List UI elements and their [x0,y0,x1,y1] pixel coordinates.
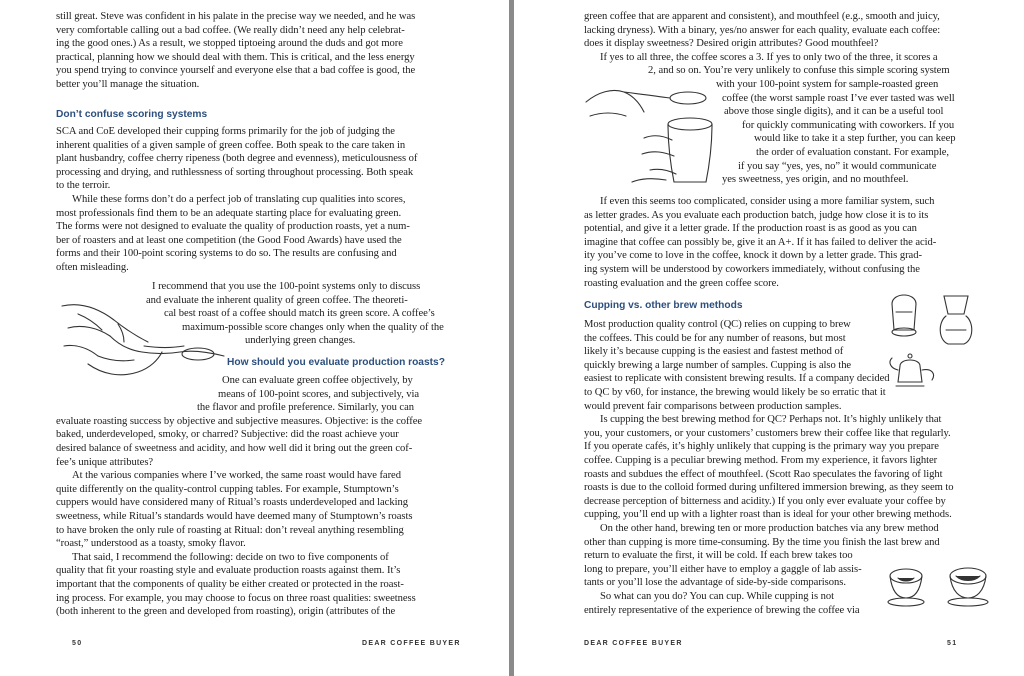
text-line: If you operate cafés, it’s highly unlikely that cupping is the primary way you prepare [584,441,939,453]
text-line: important that the components of quality be either created or protected in the roast- [56,579,404,590]
text-line: ity you’ve come to love in the coffee, knock it down by a letter grade. This grad- [584,250,922,262]
running-head-left: DEAR COFFEE BUYER [362,640,461,647]
text-line: likely it’s because cupping is the easiest and fastest method of [584,346,844,358]
text-line: cal best roast of a coffee should match its green score. A coffee’s [164,308,435,320]
text-line: baked, underdeveloped, smoky, or charred? Subjective: did the roast achieve your [56,429,399,441]
text-line: underlying green changes. [245,335,356,347]
text-line: with your 100-point system for sample-roasted green [716,79,939,90]
text-line: decrease perception of bitterness and acidity.) If you only ever evaluate your coffee by [584,495,946,507]
brewers-illustration [886,286,986,398]
text-line: the order of evaluation constant. For example, [756,147,950,158]
text-line: practical, planning how we should deal with them. This is critical, and the less energy [56,51,415,63]
text-line: I recommend that you use the 100-point systems only to discuss [152,281,421,292]
text-line: The forms were not designed to evaluate the quality of production roasts, yet a num- [56,221,410,233]
text-line: quickly brewing a large number of samples. Cupping is also the [584,359,852,371]
text-line: the flavor and profile preference. Similarly, you can [197,402,414,414]
text-line: if you say “yes, yes, no” it would communicate [738,160,937,172]
text-line: means of 100-point scores, and subjectively, via [218,388,420,400]
text-line: roasts and subdues the effect of mouthfeel. (Scott Rao speculates the favoring of light [584,468,943,480]
text-line: Most production quality control (QC) relies on cupping to brew [584,319,851,330]
text-line: as letter grades. As you evaluate each production batch, judge how close it is to its [584,209,929,221]
section-heading-cupping-vs-brew: Cupping vs. other brew methods [584,300,743,311]
text-line: quite differently on the quality-control cupping tables. For example, Stumptown’s [56,483,399,495]
text-line: other than cupping is more time-consuming. By the time you finish the last brew and [584,536,940,548]
text-line: coffee (the worst sample roast I’ve ever tasted was well [722,92,955,104]
text-line: So what can you do? You can cup. While cupping is not [600,591,835,602]
text-line: 2, and so on. You’re very unlikely to confuse this simple scoring system [648,65,950,77]
text-line: above those single digits), and it can be a useful tool [724,106,944,118]
text-line: While these forms don’t do a perfect job of translating cup qualities into scores, [72,194,406,205]
text-line: to QC by v60, for instance, the brewing would likely be so erratic that it [584,387,886,398]
text-line: tants or you’ll lose the advantage of side-by-side comparisons. [584,577,846,589]
hand-cup-spoon-illustration [584,82,716,192]
text-line: entirely representative of the experience of brewing the coffee via [584,604,860,616]
text-line: lacking dryness). With a binary, yes/no answer for each quality, evaluate each coffee: [584,24,941,36]
text-line: processing and drying, and ruthlessness of sorting throughout processing. Both speak [56,166,414,178]
text-line: maximum-possible score changes only when the quality of the [182,321,444,333]
text-line: ing process. For example, you may choose to focus on three roast qualities: sweetness [56,592,416,604]
text-line: often misleading. [56,262,129,273]
text-line: would prevent fair comparisons between production samples. [584,400,842,412]
text-line: for quickly communicating with coworkers. If you [742,119,955,131]
text-line: you spend trying to convince yourself and everyone else that a bad coffee is good, the [56,65,416,77]
text-line: does it display sweetness? Desired origin attributes? Good mouthfeel? [584,38,879,50]
text-line: yes sweetness, yes origin, and no mouthfeel. [722,174,909,186]
text-line: ber of roasters and at least one competition (the Good Food Awards) have used the [56,234,402,246]
text-line: and evaluate the inherent quality of green coffee. The theoreti- [146,294,408,306]
text-line: better you’ll manage the situation. [56,79,200,90]
text-line: fee’s unique attributes? [56,456,154,468]
text-line: long to prepare, you’ll either have to employ a gaggle of lab assis- [584,563,862,575]
text-line: forms and their 100-point scoring systems to do so. The results are confusing and [56,248,397,260]
text-line: If yes to all three, the coffee scores a 3. If yes to only two of the three, it scores a [600,51,938,63]
page-number-right: 51 [947,640,958,647]
cups-illustration [884,560,992,608]
text-line: you, your customers, or your customers’ customers brew their coffee like that regularly. [584,427,951,439]
text-line: imagine that coffee can possibly be, give it an A+. If it has failed to deliver the acid- [584,236,937,248]
text-line: “roast,” understood as a toasty, smoky flavor. [56,538,246,550]
text-line: Is cupping the best brewing method for QC? Perhaps not. It’s highly unlikely that [600,414,942,426]
right-page [514,0,1024,676]
section-heading-production-roasts: How should you evaluate production roasts? [227,357,445,368]
text-line: most professionals find them to be an adequate starting place for evaluating green. [56,207,402,219]
text-line: plant husbandry, coffee cherry ripeness (both degree and evenness), meticulousness of [56,153,418,165]
text-line: One can evaluate green coffee objectively, by [222,375,413,386]
text-line: sweetness, while Ritual’s standards would have deemed many of Stumptown’s roasts [56,511,413,522]
text-line: green coffee that are apparent and consistent), and mouthfeel (e.g., smooth and juicy, [584,11,940,22]
text-line: would like to take it a step further, you can keep [754,133,956,145]
text-line: roasting evaluation and the green coffee score. [584,277,779,289]
text-line: That said, I recommend the following: decide on two to five components of [72,551,389,563]
text-line: easiest to replicate with consistent brewing results. If a company decided [584,373,890,385]
text-line: ing system will be understood by coworkers immediately, without confusing the [584,264,920,275]
text-line: still great. Steve was confident in his palate in the precise way we needed, and he was [56,11,416,22]
text-line: evaluate roasting success by objective and subjective measures. Objective: is the coffee [56,415,423,427]
text-line: roasts is due to the colloid formed during unfiltered immersion brewing, as they seem to [584,482,954,494]
text-line: SCA and CoE developed their cupping forms primarily for the job of judging the [56,126,395,137]
text-line: At the various companies where I’ve worked, the same roast would have fared [72,470,401,482]
text-line: quality that fit your roasting style and evaluate production roasts against them. It’s [56,565,401,577]
text-line: to have broken the only rule of roasting at Ritual: don’t reveal anything resembling [56,524,404,536]
text-line: the coffees. This could be for any number of reasons, but most [584,332,846,344]
text-line: On the other hand, brewing ten or more production batches via any brew method [600,523,939,534]
text-line: to the terroir. [56,180,111,192]
text-line: cuppers would have considered many of Ritual’s roasts underdeveloped and lacking [56,497,408,509]
text-line: ing the good ones.) As a result, we stopped tiptoeing around the duds and got more [56,38,403,50]
page-number-left: 50 [72,640,83,647]
text-line: potential, and give it a letter grade. If the production roast is as good as you can [584,223,917,235]
left-page [0,0,509,676]
text-line: desired balance of sweetness and acidity, and how well did it bring out the green cof- [56,443,413,454]
section-heading-scoring-systems: Don’t confuse scoring systems [56,109,208,120]
text-line: inherent qualities of a given sample of green coffee. Both speak to the care taken in [56,139,406,151]
text-line: very comfortable calling out a bad coffee. (We really didn’t need any help celebrat- [56,24,405,36]
text-line: If even this seems too complicated, consider using a more familiar system, such [600,196,935,207]
running-head-right: DEAR COFFEE BUYER [584,640,683,647]
text-line: cupping, you’ll end up with a lighter roast than is ideal for your other brewing methods. [584,509,952,521]
text-line: (both inherent to the green and developed from roasting), origin (attributes of the [56,606,396,618]
text-line: coffee. Cupping is a peculiar brewing method. From my experience, it favors lighter [584,455,938,466]
text-line: return to evaluate the first, it will be cold. If each brew takes too [584,550,853,562]
